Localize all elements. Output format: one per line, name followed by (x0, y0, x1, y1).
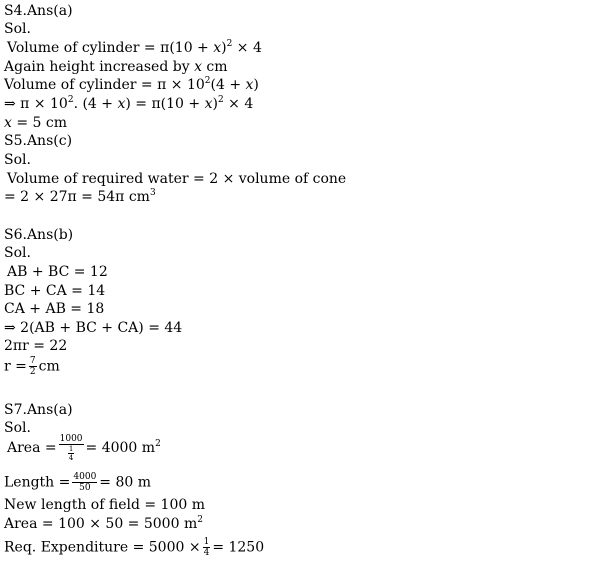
s7-sol-label: Sol. (4, 420, 31, 436)
fraction: $\frac{1}{4}$ (203, 537, 210, 558)
s5-sol-label: Sol. (4, 152, 31, 168)
s4-line-1: Volume of cylinder = $\pi(10 + x)^2 \times 4$ (7, 39, 262, 56)
nested-fraction: $\frac{1}{4}$ (68, 445, 74, 462)
s6-line-4: ⇒ 2(AB + BC + CA) = 44 (4, 320, 183, 336)
s5-line-2: = 2 × 27π = 54π $cm^3$ (4, 188, 156, 205)
s6-line-6: r = $\frac{7}{2}$ cm (4, 356, 60, 377)
s4-line-5: x = 5 cm (4, 115, 68, 131)
s5-heading: S5.Ans(c) (4, 133, 73, 149)
s6-line-3: CA + AB = 18 (4, 301, 105, 317)
fraction: $\frac{4000}{50}$ (73, 472, 97, 493)
fraction: $\frac{1000}{\frac{1}{4}}$ (59, 434, 83, 462)
s5-line-1: Volume of required water = 2 × volume of cone (7, 171, 347, 187)
s7-length-line: Length = $\frac{4000}{50}$ = 80 m (4, 472, 152, 493)
fraction: $\frac{7}{2}$ (29, 356, 36, 377)
s7-line-3: New length of field = 100 m (4, 497, 206, 513)
s6-line-1: AB + BC = 12 (7, 264, 108, 280)
s6-sol-label: Sol. (4, 245, 31, 261)
s4-heading: S4.Ans(a) (4, 3, 73, 19)
s6-line-2: BC + CA = 14 (4, 283, 106, 299)
s4-line-4: ⇒ $\pi \times 10^2$. $(4 + x) = \pi(10 + x)^2 \times 4$ (4, 95, 254, 112)
s7-area-line: Area = $\frac{1000}{\frac{1}{4}}$ = 4000 $m^2$ (7, 434, 161, 462)
s6-heading: S6.Ans(b) (4, 227, 74, 243)
s7-heading: S7.Ans(a) (4, 402, 73, 418)
s7-line-4: Area = 100 × 50 = 5000 $m^2$ (4, 515, 203, 532)
s4-sol-label: Sol. (4, 21, 31, 37)
s7-line-5: Req. Expenditure = 5000 × $\frac{1}{4}$ = 1250 (4, 537, 265, 558)
s6-line-5: 2πr = 22 (4, 338, 68, 354)
s4-line-2: Again height increased by x cm (4, 59, 228, 75)
s4-line-3: Volume of cylinder = $\pi \times 10^2(4 + x)$ (4, 76, 259, 93)
